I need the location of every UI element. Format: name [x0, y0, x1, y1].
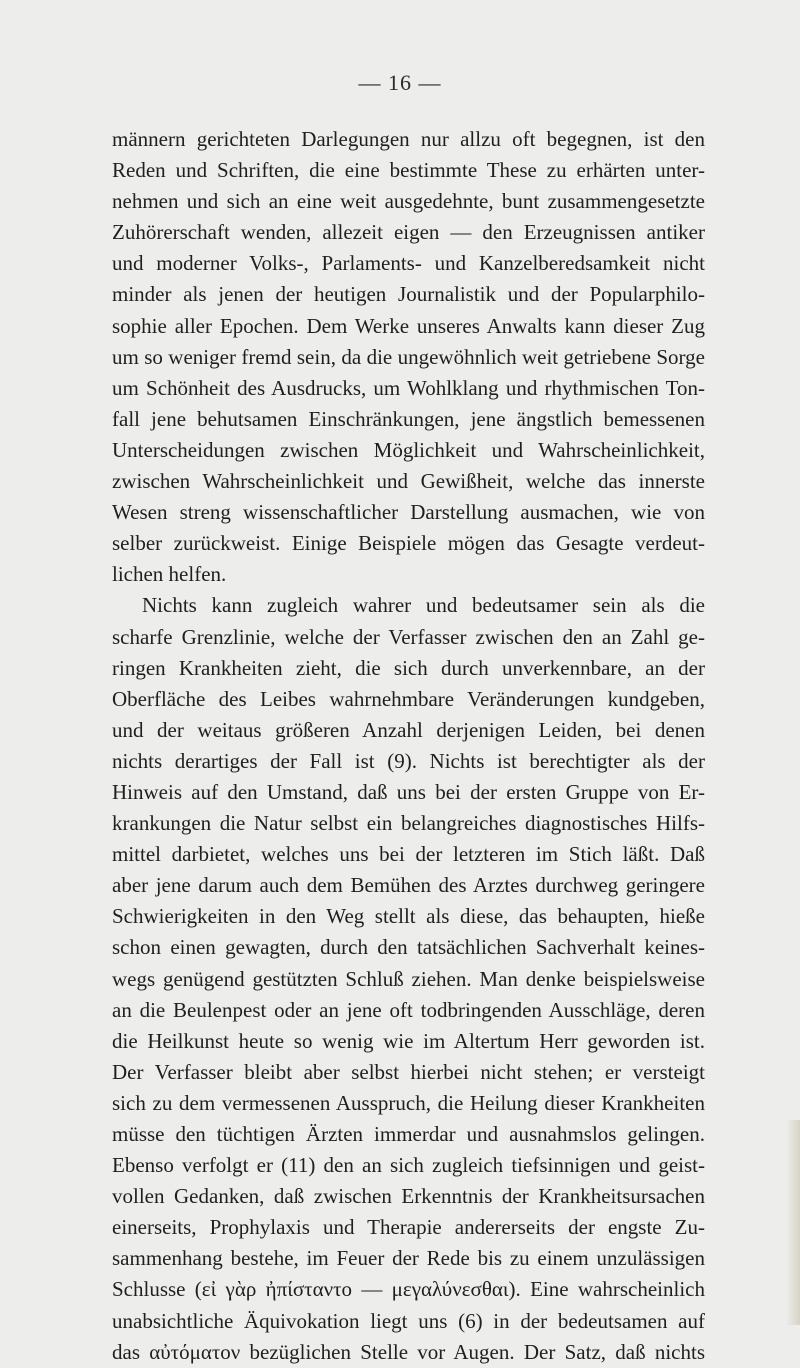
text-line: nehmen und sich an eine weit ausgedehnte, bunt zusammengesetzte	[112, 189, 705, 214]
text-line: Reden und Schriften, die eine bestimmte These zu erhärten unter-	[112, 158, 705, 183]
text-line: fall jene behutsamen Einschränkungen, jene ängstlich bemessenen	[112, 406, 705, 431]
text-line: krankungen die Natur selbst ein belangreiches diagnostisches Hilfs-	[112, 811, 705, 836]
text-line: selber zurückweist. Einige Beispiele mögen das Gesagte verdeut-	[112, 531, 705, 556]
page-edge-shadow	[786, 1120, 800, 1325]
text-line: vollen Gedanken, daß zwischen Erkenntnis der Krankheitsursachen	[112, 1184, 705, 1209]
text-line: schon einen gewagten, durch den tatsächlichen Sachverhalt keines-	[112, 935, 705, 960]
text-line: wegs genügend gestützten Schluß ziehen. Man denke beispielsweise	[112, 966, 705, 991]
text-line: nichts derartiges der Fall ist (9). Nichts ist berechtigter als der	[112, 748, 705, 773]
text-line: Zuhörerschaft wenden, allezeit eigen — den Erzeugnissen antiker	[112, 220, 705, 245]
text-line: um so weniger fremd sein, da die ungewöhnlich weit getriebene Sorge	[112, 344, 705, 369]
paragraph-start-line: Nichts kann zugleich wahrer und bedeutsamer sein als die	[142, 593, 705, 618]
text-line: und moderner Volks-, Parlaments- und Kanzelberedsamkeit nicht	[112, 251, 705, 276]
page-number: — 16 —	[358, 70, 442, 95]
text-line: sophie aller Epochen. Dem Werke unseres Anwalts kann dieser Zug	[112, 313, 705, 338]
text-line: Schlusse (εἰ γὰρ ἠπίσταντο — μεγαλύνεσθαι). Eine wahrscheinlich	[112, 1277, 705, 1302]
text-line: Schwierigkeiten in den Weg stellt als diese, das behaupten, hieße	[112, 904, 705, 929]
text-line: minder als jenen der heutigen Journalistik und der Popularphilo-	[112, 282, 705, 307]
text-line: Wesen streng wissenschaftlicher Darstellung ausmachen, wie von	[112, 500, 705, 525]
text-line: einerseits, Prophylaxis und Therapie andererseits der engste Zu-	[112, 1215, 705, 1240]
text-line: das αὐτόματον bezüglichen Stelle vor Augen. Der Satz, daß nichts	[112, 1339, 705, 1364]
text-line: Der Verfasser bleibt aber selbst hierbei nicht stehen; er versteigt	[112, 1059, 705, 1084]
text-line: aber jene darum auch dem Bemühen des Arztes durchweg geringere	[112, 873, 705, 898]
text-line: Hinweis auf den Umstand, daß uns bei der ersten Gruppe von Er-	[112, 779, 705, 804]
text-line: Ebenso verfolgt er (11) den an sich zugleich tiefsinnigen und geist-	[112, 1153, 705, 1178]
text-line: zwischen Wahrscheinlichkeit und Gewißheit, welche das innerste	[112, 469, 705, 494]
paragraph-end-line: lichen helfen.	[112, 562, 227, 587]
text-line: müsse den tüchtigen Ärzten immerdar und ausnahmslos gelingen.	[112, 1122, 705, 1146]
text-line: und der weitaus größeren Anzahl derjenigen Leiden, bei denen	[112, 717, 705, 742]
body-text	[112, 124, 705, 1368]
text-line: männern gerichteten Darlegungen nur allzu oft begegnen, ist den	[112, 127, 705, 151]
text-line: die Heilkunst heute so wenig wie im Altertum Herr geworden ist.	[112, 1028, 705, 1053]
text-line: sammenhang bestehe, im Feuer der Rede bis zu einem unzulässigen	[112, 1246, 705, 1271]
text-line: ringen Krankheiten zieht, die sich durch unverkennbare, an der	[112, 655, 705, 680]
text-line: um Schönheit des Ausdrucks, um Wohlklang und rhythmischen Ton-	[112, 375, 705, 400]
text-line: scharfe Grenzlinie, welche der Verfasser zwischen den an Zahl ge-	[112, 624, 705, 649]
text-line: mittel darbietet, welches uns bei der letzteren im Stich läßt. Daß	[112, 842, 705, 867]
text-line: unabsichtliche Äquivokation liegt uns (6) in der bedeutsamen auf	[112, 1308, 705, 1333]
text-line: sich zu dem vermessenen Ausspruch, die Heilung dieser Krankheiten	[112, 1090, 705, 1115]
text-line: an die Beulenpest oder an jene oft todbringenden Ausschläge, deren	[112, 997, 705, 1022]
text-line: Unterscheidungen zwischen Möglichkeit und Wahrscheinlichkeit,	[112, 437, 705, 462]
text-line: Oberfläche des Leibes wahrnehmbare Veränderungen kundgeben,	[112, 686, 705, 711]
